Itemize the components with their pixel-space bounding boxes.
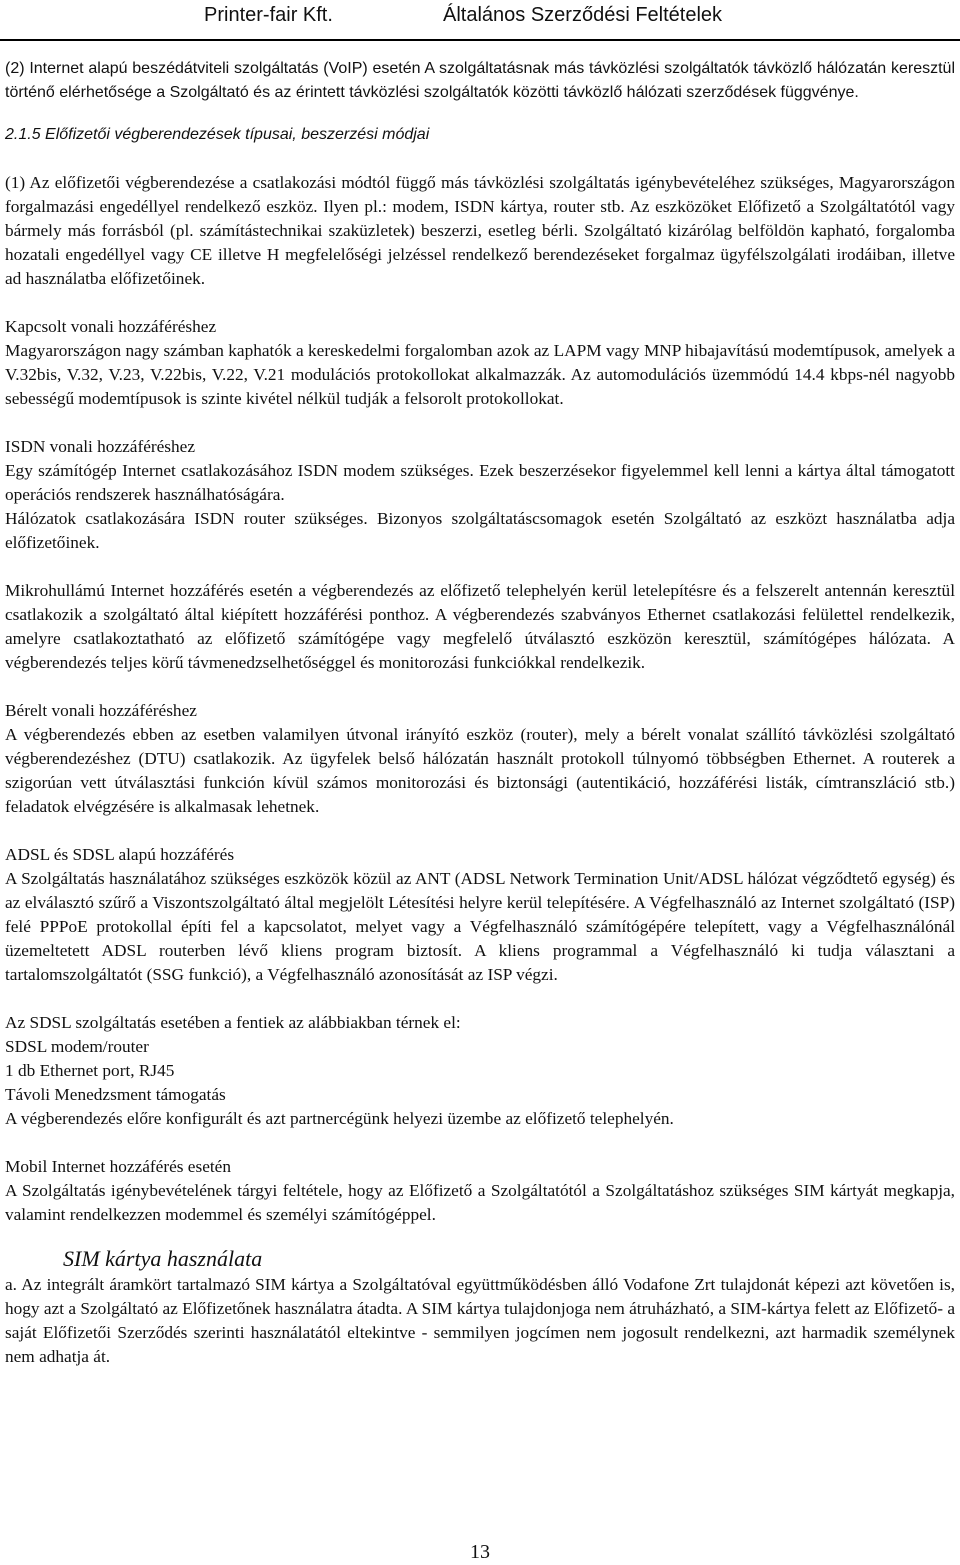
voip-paragraph: (2) Internet alapú beszédátviteli szolgáltatás (VoIP) esetén A szolgáltatásnak más távközlési szolgáltatók távközlő hálózatán keresztül történő elérhetősége a Szolgáltató és az érintett távközlési szolgáltatók közötti távközlő hálózati szerződések függvénye. (5, 60, 955, 101)
sim-text: a. Az integrált áramkört tartalmazó SIM kártya a Szolgáltatóval együttműködésben álló Vodafone Zrt tulajdonát képezi azt követően is, hogy azt a Szolgáltató az Előfizetőnek használatra átadta. A SIM kártya tulajdonjoga nem átruházható, a SIM-kártya felett az Előfizető- a saját Előfizetői Szerződés szerinti használatától eltekintve - semmilyen jogcímen nem jogosult rendelkezni, azt harmadik személynek nem adhatja át. (5, 1275, 955, 1366)
isdn-text-2: Hálózatok csatlakozására ISDN router szükséges. Bizonyos szolgáltatáscsomagok esetén Szolgáltató az eszközt használatba adja előfizetőinek. (5, 509, 955, 552)
mobile-text: A Szolgáltatás igénybevételének tárgyi feltétele, hogy az Előfizető a Szolgáltatótól a Szolgáltatáshoz szükséges SIM kártyát megkapja, valamint rendelkezzen modemmel és személyi számítógéppel. (5, 1181, 955, 1224)
adsl-heading: ADSL és SDSL alapú hozzáférés (5, 845, 235, 864)
header-divider (0, 39, 960, 41)
dialup-heading: Kapcsolt vonali hozzáféréshez (5, 317, 217, 336)
adsl-text: A Szolgáltatás használatához szükséges eszközök közül az ANT (ADSL Network Termination Unit/ADSL hálózat végződtető egység) és az elválasztó szűrő a Viszontszolgáltató által megjelölt Létesítési helyre kerül telepítésére. A Végfelhasználó az Internet szolgáltató (ISP) felé PPPoE protokollal építi fel a kapcsolatot, melyet vagy a Végfelhasználó számítógépére telepített, vagy a Végfelhasználónál üzemeltetett ADSL routerben lévő kliens program biztosít. A kliens programmal a Végfelhasználó ki tudja választani a tartalomszolgáltatót (SSG funkció), a Végfelhasználó azonosítását az ISP végzi. (5, 869, 955, 984)
mobile-heading: Mobil Internet hozzáférés esetén (5, 1157, 231, 1176)
intro-paragraph-part1: (1) Az előfizetői végberendezése a csatlakozási módtól függő más távközlési szolgáltatás igénybevételéhez szükséges, Magyarországon forgalmazási engedéllyel rendelkező eszköz. Ilyen pl.: modem, ISDN kártya, router stb. Az eszközöket Előfizető a Szolgáltatótól vagy bármely más forrásból (pl. számítástechnikai szaküzletek) beszerzi, esetleg bérli. (5, 173, 955, 240)
sdsl-intro: Az SDSL szolgáltatás esetében a fentiek az alábbiakban térnek el: (5, 1013, 461, 1032)
section-heading: 2.1.5 Előfizetői végberendezések típusai, beszerzési módjai (5, 126, 430, 143)
page-number: 13 (470, 1541, 490, 1563)
sim-heading: SIM kártya használata (63, 1246, 263, 1271)
header-company: Printer-fair Kft. (204, 4, 333, 26)
sdsl-item: SDSL modem/router (5, 1037, 149, 1056)
document-body (5, 57, 955, 1369)
intro-paragraph-part2: Szolgáltató kizárólag belföldön kapható, forgalomba hozatali engedéllyel vagy CE illetve H megfelelőségi jelzéssel rendelkező berendezéseket forgalmaz ügyfélszolgálati irodáiban, illetve ad használatba előfizetőinek. (5, 221, 955, 288)
sdsl-item: Távoli Menedzsment támogatás (5, 1085, 226, 1104)
page-header (0, 0, 960, 36)
header-document-title: Általános Szerződési Feltételek (443, 4, 723, 26)
isdn-heading: ISDN vonali hozzáféréshez (5, 437, 196, 456)
dialup-text: Magyarországon nagy számban kaphatók a kereskedelmi forgalomban azok az LAPM vagy MNP hibajavítású modemtípusok, amelyek a V.32bis, V.32, V.23, V.22bis, V.22, V.21 modulációs protokollokat alkalmazzák. Az automodulációs üzemmódú 14.4 kbps-nél nagyobb sebességű modemtípusok is szinte kivétel nélkül tudják a felsorolt protokollokat. (5, 341, 955, 408)
isdn-text-1: Egy számítógép Internet csatlakozásához ISDN modem szükséges. Ezek beszerzésekor figyelemmel kell lenni a kártya által támogatott operációs rendszerek használhatóságára. (5, 461, 955, 504)
sdsl-item: 1 db Ethernet port, RJ45 (5, 1061, 175, 1080)
microwave-text: Mikrohullámú Internet hozzáférés esetén a végberendezés az előfizető telephelyén kerül letelepítésre és a felszerelt antennán keresztül csatlakozik a szolgáltató által kiépített hozzáférési ponthoz. A végberendezés szabványos Ethernet csatlakozási felülettel rendelkezik, amelyre csatlakoztatható az előfizető számítógépe vagy megfelelő útválasztó eszközön keresztül, számítógépes hálózata. A végberendezés teljes körű távmenedzselhetőséggel és monitorozási funkciókkal rendelkezik. (5, 581, 955, 672)
leased-heading: Bérelt vonali hozzáféréshez (5, 701, 197, 720)
leased-text: A végberendezés ebben az esetben valamilyen útvonal irányító eszköz (router), mely a bérelt vonalat szállító távközlési szolgáltató végberendezéshez (DTU) csatlakozik. Az ügyfelek belső hálózatán használt protokoll túlnyomó többségben Ethernet. A routerek a szigorúan vett útválasztási funkción kívül számos monitorozási és biztonsági (autentikáció, hozzáférési listák, címtranszláció stb.) feladatok elvégzésére is alkalmasak lehetnek. (5, 725, 955, 816)
sdsl-item: A végberendezés előre konfigurált és azt partnercégünk helyezi üzembe az előfizető telephelyén. (5, 1109, 674, 1128)
intro-paragraph (5, 171, 955, 291)
